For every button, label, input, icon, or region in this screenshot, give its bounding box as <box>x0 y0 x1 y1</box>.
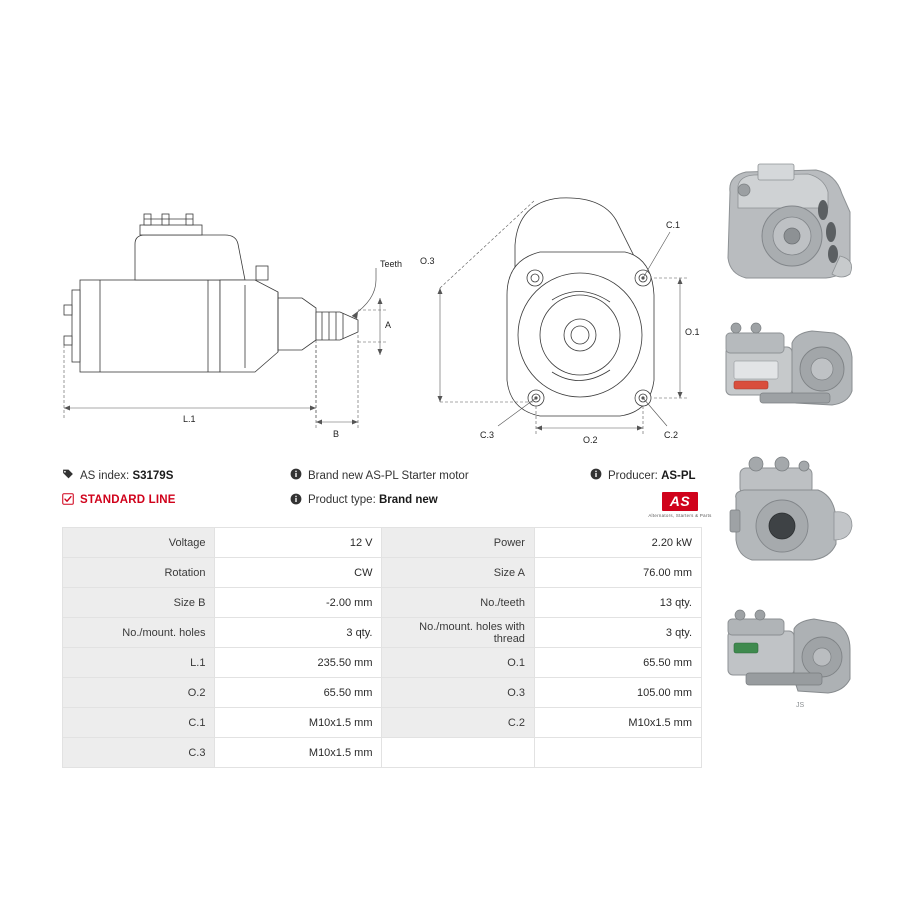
spec-label: O.1 <box>382 648 534 678</box>
starter-front-view <box>507 198 654 416</box>
spec-label: C.1 <box>63 708 215 738</box>
drawing-label-c2: C.2 <box>664 430 679 440</box>
product-name: Brand new AS-PL Starter motor <box>308 469 469 482</box>
product-type-label: Product type: <box>308 494 376 507</box>
aspl-logo-mark: AS <box>662 492 698 511</box>
product-photo-3[interactable] <box>700 440 880 585</box>
spec-empty-label <box>382 738 534 768</box>
leader-C2 <box>641 396 667 426</box>
spec-label: C.3 <box>63 738 215 768</box>
spec-value: 13 qty. <box>534 588 701 618</box>
product-type-value: Brand new <box>378 494 438 507</box>
info-row-1 <box>62 468 702 484</box>
standard-line-label: STANDARD LINE <box>80 494 176 506</box>
spec-label: O.2 <box>63 678 215 708</box>
product-type-block <box>290 493 590 509</box>
drawing-label-c1: C.1 <box>666 220 681 230</box>
spec-label: No./teeth <box>382 588 534 618</box>
spec-value: 76.00 mm <box>534 558 701 588</box>
spec-label: Power <box>382 528 534 558</box>
product-photo-4[interactable] <box>700 585 880 730</box>
spec-empty-value <box>534 738 701 768</box>
table-row <box>63 588 702 618</box>
producer-block <box>590 468 702 484</box>
spec-value: 2.20 kW <box>534 528 701 558</box>
spec-label: Voltage <box>63 528 215 558</box>
aspl-logo-subtext: Alternators, Starters & Parts <box>648 513 712 518</box>
tag-icon <box>62 468 74 484</box>
info-row-2 <box>62 493 702 509</box>
dimension-B <box>316 335 358 430</box>
specifications-table <box>62 527 702 768</box>
dimension-A <box>358 298 388 355</box>
as-index-block <box>62 468 290 484</box>
spec-value: 105.00 mm <box>534 678 701 708</box>
spec-value: 235.50 mm <box>215 648 382 678</box>
spec-value: M10x1.5 mm <box>215 708 382 738</box>
info-icon <box>290 468 302 484</box>
spec-value: M10x1.5 mm <box>215 738 382 768</box>
drawing-label-l1: L.1 <box>183 414 196 424</box>
product-name-block <box>290 468 590 484</box>
table-row <box>63 708 702 738</box>
spec-value: 3 qty. <box>215 618 382 648</box>
technical-drawings <box>40 140 700 460</box>
table-row <box>63 528 702 558</box>
spec-label: Rotation <box>63 558 215 588</box>
info-icon-type <box>290 493 302 509</box>
starter-side-view <box>64 214 358 372</box>
info-icon-producer <box>590 468 602 484</box>
spec-label: No./mount. holes <box>63 618 215 648</box>
spec-value: 65.50 mm <box>215 678 382 708</box>
label-teeth <box>352 268 376 319</box>
spec-label: Size A <box>382 558 534 588</box>
drawing-label-o3: O.3 <box>420 256 435 266</box>
table-row <box>63 618 702 648</box>
spec-value: -2.00 mm <box>215 588 382 618</box>
spec-label: O.3 <box>382 678 534 708</box>
drawing-label-b: B <box>333 429 340 439</box>
spec-value: CW <box>215 558 382 588</box>
spec-label: Size B <box>63 588 215 618</box>
spec-label: L.1 <box>63 648 215 678</box>
product-info-strip <box>62 468 702 517</box>
table-row <box>63 738 702 768</box>
svg-text:JS: JS <box>796 702 805 709</box>
product-photo-gallery <box>700 150 880 730</box>
as-index-value: S3179S <box>132 469 174 482</box>
spec-value: 3 qty. <box>534 618 701 648</box>
drawing-label-teeth: Teeth <box>380 259 403 269</box>
spec-value: 12 V <box>215 528 382 558</box>
product-photo-1[interactable] <box>700 150 880 295</box>
drawing-label-o1: O.1 <box>685 327 700 337</box>
spec-label: No./mount. holes with thread <box>382 618 534 648</box>
table-row <box>63 648 702 678</box>
producer-value: AS-PL <box>661 469 696 482</box>
as-index-label: AS index: <box>80 469 130 482</box>
drawing-label-c3: C.3 <box>480 430 495 440</box>
dimension-O1 <box>654 278 688 398</box>
drawing-label-a: A <box>385 320 392 330</box>
aspl-brand-logo <box>640 492 720 518</box>
spec-value: 65.50 mm <box>534 648 701 678</box>
product-photo-2[interactable] <box>700 295 880 440</box>
drawing-label-o2: O.2 <box>583 435 598 445</box>
table-row <box>63 558 702 588</box>
table-row <box>63 678 702 708</box>
standard-line-block <box>62 493 290 508</box>
spec-value: M10x1.5 mm <box>534 708 701 738</box>
check-square-icon <box>62 493 74 508</box>
producer-label: Producer: <box>608 469 658 482</box>
spec-label: C.2 <box>382 708 534 738</box>
